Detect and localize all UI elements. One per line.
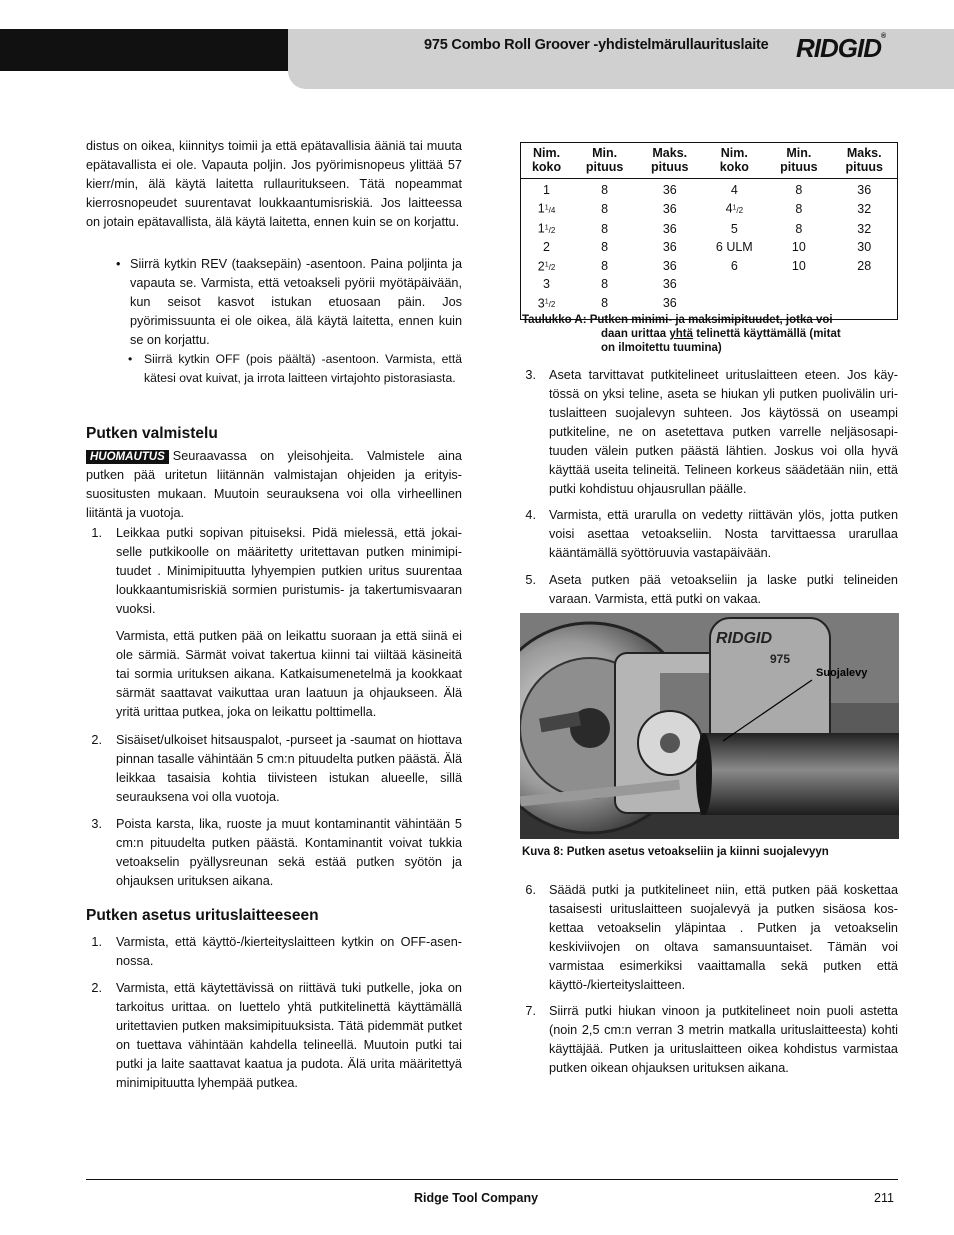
- groover-photo: [520, 613, 899, 839]
- table-cell: 10: [791, 258, 806, 273]
- prep-item-3: [86, 815, 462, 891]
- table-cell: 6 ULM: [715, 240, 753, 255]
- table-cell: 36: [662, 277, 677, 292]
- intro-paragraph: distus on oikea, kiinnitys toimii ja että epätavallisia ääniä tai muuta epätavallista ei ole. Vapauta poljin. Jos pyörimisnopeus ylittää 57 kierr/min, älä käytä laitetta rullauritukseen. Tätä nopeammat kierrosnopeudet suurentavat loukkaantumisriskiä. Jos laitteessa on jotain epätavallista, älä käytä laitetta, ennen kuin se on korjattu.: [86, 139, 462, 229]
- table-cell: 8: [601, 183, 609, 197]
- table-cell: 8: [795, 183, 803, 197]
- table-cell: 10: [791, 240, 806, 255]
- item-number: 2.: [91, 981, 102, 995]
- section-title-prep: Putken valmistelu: [86, 425, 218, 442]
- table-cell: 8: [795, 201, 803, 216]
- setup-item-5: [520, 571, 898, 609]
- ridgid-logo: RIDGID®: [796, 33, 886, 63]
- table-caption-line2a: daan urittaa: [601, 328, 670, 340]
- table-cell: 8: [601, 221, 609, 236]
- setup-item-2: [86, 979, 462, 1093]
- table-header-cell: Min. pituus: [572, 143, 637, 179]
- table-cell: $1^1/4$: [537, 201, 556, 216]
- table-row: [521, 276, 898, 293]
- item-number: 3.: [525, 368, 536, 382]
- item-text: Siirrä putki hiukan vinoon ja putkitelineet noin puoli astetta (noin 2,5 cm:n verran 3 metrin matkalla urituslaitteesta) kohti käyttäjää. Putken ja urituslaitteen oikea kohdistus varmistaa putken oikean ohjauksen urituksen aikana.: [549, 1004, 898, 1075]
- table-cell: $1^1/2$: [537, 221, 556, 236]
- table-cell: 36: [662, 183, 677, 197]
- header-black-bar: [0, 29, 288, 71]
- table-caption-label: Taulukko A:: [522, 314, 587, 326]
- table-cell: 4: [730, 183, 738, 197]
- item-number: 3.: [91, 817, 102, 831]
- bullet-rev: [116, 255, 462, 350]
- item-number: 7.: [525, 1004, 536, 1018]
- header-title: 975 Combo Roll Groover -yhdistelmärullaurituslaite: [424, 37, 769, 53]
- table-caption-line3: on ilmoitettu tuumina): [601, 342, 722, 354]
- item-text: Varmista, että käytettävissä on riittävä tuki putkelle, joka on tarkoitus urittaa. on luettelo yhtä putkitelinettä käyttämällä uritettavien putken maksimipituuksista. Tätä pidemmät putket on tuettava vähintään kahdella telineellä. Muutoin putki tai putki ja laite saattavat kaatua ja pudota. Älä urita määritettyä minimipituutta lyhempää putkea.: [116, 981, 462, 1090]
- table-cell: 36: [662, 240, 677, 255]
- table-cell: 28: [857, 258, 872, 273]
- photo-label-suojalevy: Suojalevy: [816, 667, 868, 679]
- setup-item-3: [520, 366, 898, 499]
- setup-item-6: [520, 881, 898, 995]
- item-text: Säädä putki ja putkitelineet niin, että putken pää koskettaa tasaisesti urituslaitteen suojalevyä ja putken sisäosa koskettaa vetoakselin yläpintaa . Putken ja vetoakselin keskiviivojen on oltava samansuuntaiset. Tämän voi varmistaa esimerkiksi vaaittamalla sekä putken että käyttö-/kierteityslaitteen.: [549, 883, 898, 992]
- notice-label: HUOMAUTUS: [86, 450, 169, 464]
- header-tab-shape: [288, 71, 954, 89]
- footer-company: Ridge Tool Company: [414, 1191, 539, 1205]
- table-cell: 32: [857, 201, 872, 216]
- pipe-length-table: [520, 142, 898, 320]
- table-header-cell: Maks. pituus: [831, 143, 897, 179]
- section-title-setup: Putken asetus urituslaitteeseen: [86, 907, 319, 924]
- table-row: [521, 257, 898, 277]
- table-caption-line2b: telinettä käyttämällä (mitat: [693, 328, 841, 340]
- prep-item-1: [86, 524, 462, 619]
- table-cell: 3: [543, 277, 550, 292]
- item-number: 2.: [91, 733, 102, 747]
- table-caption: [522, 313, 902, 355]
- table-cell: 1: [543, 183, 550, 197]
- table-cell: 6: [730, 258, 738, 273]
- item-text: Aseta tarvittavat putkitelineet urituslaitteen eteen. Jos käytössä on yksi teline, aseta se hiukan yli putken puolivälin urituslaitteen suojalevyn suhteen. Jos käytössä on useampi putkiteline, ne on asetettava putken varrelle neljäsosapituuden välein putken päästä lähtien. Joskus voi olla hyvä käyttää useita telineitä. Telineen korkeus säädetään niin, että putki kohdistuu ohjausrullan päälle.: [549, 368, 898, 496]
- notice-text: Seuraavassa on yleisohjeita. Valmistele aina putken pää uritetun liitännän valmistajan ohjeiden ja erityissuositusten mukaan. Muutoin seurauksena voi olla virheellinen liitäntä ja vuotoja.: [86, 449, 462, 520]
- table-caption-underlined: yhtä: [669, 328, 694, 340]
- item-number: 6.: [525, 883, 536, 897]
- table-cell: 5: [730, 221, 738, 236]
- item-text: Varmista, että putken pää on leikattu suoraan ja että siinä ei ole särmiä. Särmät voivat takertua kiinni tai viiltää käsineitä tai sormia urituksen aikana. Katkaisumenetelmä ja kookkaat särmät saattavat vaikuttaa uran laatuun ja ohjaukseen. Älä yritä urittaa putkea, joka on leikattu polttimella.: [116, 629, 462, 719]
- item-text: Varmista, että käyttö-/kierteityslaitteen kytkin on OFF-asennossa.: [116, 935, 462, 968]
- photo-brand: RIDGID: [716, 630, 772, 647]
- bullet-off: [128, 350, 462, 388]
- table-cell: 8: [601, 258, 609, 273]
- table-cell: 36: [857, 183, 872, 197]
- table-cell: 8: [601, 201, 609, 216]
- table-caption-line1: Putken minimi- ja maksimipituudet, jotka voi: [589, 314, 833, 326]
- table-header-cell: Nim. koko: [521, 143, 573, 179]
- item-number: 1.: [91, 526, 102, 540]
- table-cell: 36: [662, 258, 677, 273]
- table-cell: 8: [795, 221, 803, 236]
- table-header-cell: Maks. pituus: [637, 143, 702, 179]
- table-cell: 36: [662, 221, 677, 236]
- table-cell: 32: [857, 221, 872, 236]
- table-cell: 8: [601, 277, 609, 292]
- table-cell: $3^1/2$: [537, 296, 556, 311]
- bullet-rev-text: Siirrä kytkin REV (taaksepäin) -asentoon. Paina poljinta ja vapauta se. Varmista, että vetoakseli pyörii myötäpäivään, kun seisot kasvot istukan etuosaan päin. Jos pyörimissuunta ei ole oikea, älä käytä laitetta, ennen kuin se on korjattu.: [130, 257, 462, 347]
- table-cell: 30: [857, 240, 872, 255]
- table-cell: 36: [662, 201, 677, 216]
- bullet-off-text: Siirrä kytkin OFF (pois päältä) -asentoon. Varmista, että kätesi ovat kuivat, ja irrota laitteen virtajohto pistorasiasta.: [144, 352, 462, 385]
- table-cell: 8: [601, 296, 609, 311]
- table-cell: [831, 276, 897, 293]
- table-row: [521, 239, 898, 256]
- table-cell: [702, 276, 766, 293]
- item-number: 1.: [91, 935, 102, 949]
- item-text: Poista karsta, lika, ruoste ja muut kontaminantit vähintään 5 cm:n pituudelta putken päästä. Kontaminantit voivat tukkia vetoakselin pyällysreunan sekä estää putken syötön ja ohjauksen urituksen aikana.: [116, 817, 462, 888]
- table-cell: [766, 276, 831, 293]
- prep-item-1b: [86, 627, 462, 722]
- item-number: 5.: [525, 573, 536, 587]
- table-row: [521, 219, 898, 239]
- page-number: 211: [874, 1191, 894, 1205]
- table-cell: $4^1/2$: [725, 201, 744, 216]
- bullet-mark: •: [128, 352, 133, 366]
- notice-paragraph: [86, 447, 462, 523]
- table-row: [521, 199, 898, 219]
- setup-item-7: [520, 1002, 898, 1078]
- table-cell: 36: [662, 296, 677, 311]
- setup-item-4: [520, 506, 898, 563]
- table-cell: $2^1/2$: [537, 259, 556, 274]
- footer-rule: [86, 1179, 898, 1180]
- bullet-mark: •: [116, 257, 121, 271]
- groover-photo-illustration: [520, 613, 899, 839]
- table-row: [521, 179, 898, 200]
- table-cell: 2: [543, 240, 550, 255]
- table-cell: 8: [601, 240, 609, 255]
- table-header-row: [521, 143, 898, 179]
- setup-item-1: [86, 933, 462, 971]
- item-text: Leikkaa putki sopivan pituiseksi. Pidä mielessä, että jokaiselle putkikoolle on määritetty uritettavan putken minimipituudet . Minimipituutta lyhyempien putkien uritus suurentaa loukkaantumisriskiä sormien puristumis- ja takertumisvaaran vuoksi.: [116, 526, 462, 616]
- prep-item-2: [86, 731, 462, 807]
- table-header-cell: Min. pituus: [766, 143, 831, 179]
- table-body: [521, 179, 898, 320]
- item-number: 4.: [525, 508, 536, 522]
- item-text: Varmista, että urarulla on vedetty riittävän ylös, jotta putken voisi asettaa vetoakseliin. Nosta tarvittaessa urarullaa kääntämällä syöttöruuvia vastapäivään.: [549, 508, 898, 560]
- photo-model: 975: [770, 652, 791, 666]
- item-text: Aseta putken pää vetoakseliin ja laske putki telineiden varaan. Varmista, että putki on vakaa.: [549, 573, 898, 606]
- item-text: Sisäiset/ulkoiset hitsauspalot, -purseet ja -saumat on hiottava pinnan tasalle vähintään 5 cm:n pituudelta putken päästä. Älä leikkaa tasaisia kohtia tiivisteen istukan alueelle, sillä seurauksena voi olla vuotoja.: [116, 733, 462, 804]
- table-header-cell: Nim. koko: [702, 143, 766, 179]
- figure-caption: Kuva 8: Putken asetus vetoakseliin ja kiinni suojalevyyn: [522, 846, 829, 858]
